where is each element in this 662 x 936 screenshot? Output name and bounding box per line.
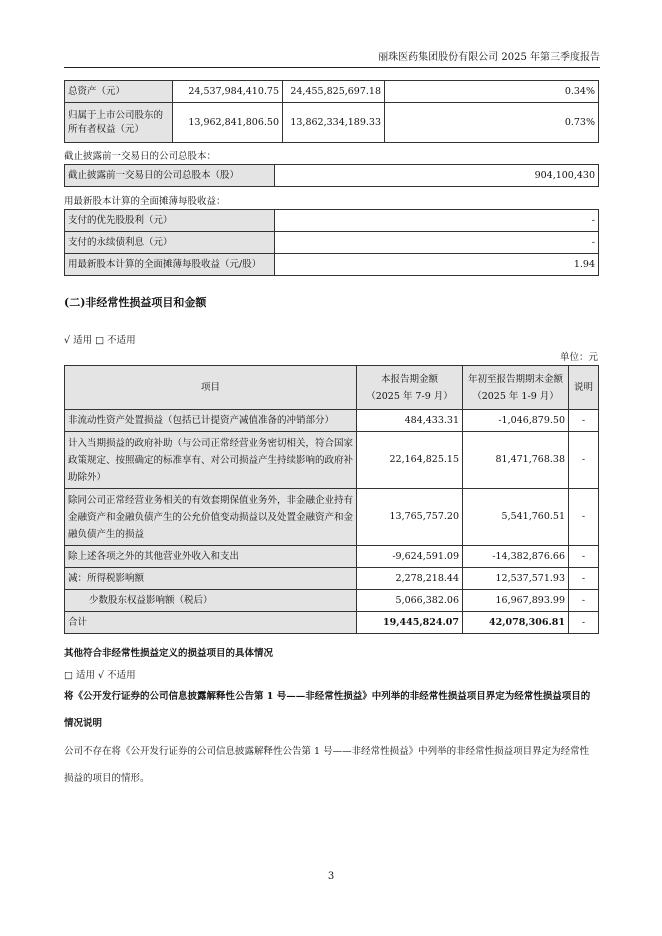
cell-value: 1.94 — [275, 254, 599, 276]
row-item: 少数股东权益影响额（税后） — [65, 590, 357, 612]
cell-note: - — [569, 546, 599, 568]
eps-caption: 用最新股本计算的全面摊薄每股收益： — [64, 196, 226, 207]
header-current-period: （2025 年 7-9 月） — [366, 390, 453, 402]
table-total-row — [65, 612, 599, 634]
cell-current: -9,624,591.09 — [357, 546, 463, 568]
header-note: 说明 — [569, 366, 599, 410]
cell-value: 24,455,825,697.18 — [283, 81, 385, 103]
cell-ytd: -14,382,876.66 — [463, 546, 569, 568]
row-label: 支付的永续债利息（元） — [65, 232, 275, 254]
cell-ytd: -1,046,879.50 — [463, 410, 569, 432]
balance-summary-table — [64, 80, 599, 143]
cell-value: 24,537,984,410.75 — [173, 81, 283, 103]
table-row — [65, 81, 599, 103]
page-number: 3 — [327, 871, 335, 882]
reclassification-statement: 公司不存在将《公开发行证券的公司信息披露解释性公告第 1 号——非经常性损益》中列举的非经常性损益项目界定为经常性损益的项目的情形。 — [64, 746, 590, 784]
cell-value: 13,862,334,189.33 — [283, 103, 385, 143]
row-item: 除同公司正常经营业务相关的有效套期保值业务外，非金融企业持有金融资产和金融负债产生的公允价值变动损益以及处置金融资产和金融负债产生的损益 — [65, 489, 357, 546]
row-item: 减：所得税影响额 — [65, 568, 357, 590]
total-label: 合计 — [65, 612, 357, 634]
cell-ytd: 81,471,768.38 — [463, 432, 569, 489]
other-applicability: □ 适用 √ 不适用 — [64, 670, 136, 681]
cell-value: 13,962,841,806.50 — [173, 103, 283, 143]
row-label: 截止披露前一交易日的公司总股本（股） — [65, 165, 275, 187]
row-label-total-assets: 总资产（元） — [65, 81, 173, 103]
header-ytd — [463, 366, 569, 410]
share-capital-table — [64, 164, 599, 187]
row-item: 计入当期损益的政府补助（与公司正常经营业务密切相关，符合国家政策规定、按照确定的标准享有、对公司损益产生持续影响的政府补助除外） — [65, 432, 357, 489]
cell-value: - — [275, 232, 599, 254]
table-row — [65, 165, 599, 187]
total-current: 19,445,824.07 — [357, 612, 463, 634]
share-capital-caption: 截止披露前一交易日的公司总股本： — [64, 151, 217, 162]
table-row — [65, 232, 599, 254]
page-header: 丽珠医药集团股份有限公司 2025 年第三季度报告 — [64, 48, 600, 68]
other-items-title: 其他符合非经常性损益定义的损益项目的具体情况 — [64, 648, 274, 659]
row-label-equity: 归属于上市公司股东的所有者权益（元） — [65, 103, 173, 143]
cell-note: - — [569, 410, 599, 432]
reclassification-heading: 将《公开发行证券的公司信息披露解释性公告第 1 号——非经常性损益》中列举的非经常性损益项目界定为经常性损益项目的情况说明 — [64, 691, 591, 729]
table-row — [65, 410, 599, 432]
applicability-note: √ 适用 □ 不适用 — [64, 335, 136, 346]
row-item: 除上述各项之外的其他营业外收入和支出 — [65, 546, 357, 568]
table-row — [65, 489, 599, 546]
cell-current: 5,066,382.06 — [357, 590, 463, 612]
nonrecurring-table — [64, 365, 599, 634]
table-row — [65, 210, 599, 232]
eps-table — [64, 209, 599, 276]
cell-current: 484,433.31 — [357, 410, 463, 432]
row-item: 非流动性资产处置损益（包括已计提资产减值准备的冲销部分） — [65, 410, 357, 432]
header-current — [357, 366, 463, 410]
cell-ytd: 12,537,571.93 — [463, 568, 569, 590]
cell-ytd: 5,541,760.51 — [463, 489, 569, 546]
header-ytd-label: 年初至报告期期末金额 — [467, 373, 563, 385]
unit-label: 单位：元 — [559, 352, 598, 363]
table-row — [65, 546, 599, 568]
table-row — [65, 590, 599, 612]
cell-current: 13,765,757.20 — [357, 489, 463, 546]
header-item: 项目 — [65, 366, 357, 410]
table-row — [65, 432, 599, 489]
cell-note: - — [569, 568, 599, 590]
row-label: 支付的优先股股利（元） — [65, 210, 275, 232]
row-label: 用最新股本计算的全面摊薄每股收益（元/股） — [65, 254, 275, 276]
cell-value: - — [275, 210, 599, 232]
cell-note: - — [569, 432, 599, 489]
cell-current: 2,278,218.44 — [357, 568, 463, 590]
cell-value: 904,100,430 — [275, 165, 599, 187]
header-current-label: 本报告期金额 — [380, 373, 438, 385]
cell-ytd: 16,967,893.99 — [463, 590, 569, 612]
cell-current: 22,164,825.15 — [357, 432, 463, 489]
cell-value: 0.73% — [385, 103, 599, 143]
table-row — [65, 103, 599, 143]
cell-value: 0.34% — [385, 81, 599, 103]
total-note: - — [569, 612, 599, 634]
header-ytd-period: （2025 年 1-9 月） — [472, 390, 559, 402]
total-ytd: 42,078,306.81 — [463, 612, 569, 634]
table-header-row — [65, 366, 599, 410]
cell-note: - — [569, 489, 599, 546]
table-row — [65, 568, 599, 590]
section-title: (二)非经常性损益项目和金额 — [64, 296, 207, 309]
cell-note: - — [569, 590, 599, 612]
table-row — [65, 254, 599, 276]
